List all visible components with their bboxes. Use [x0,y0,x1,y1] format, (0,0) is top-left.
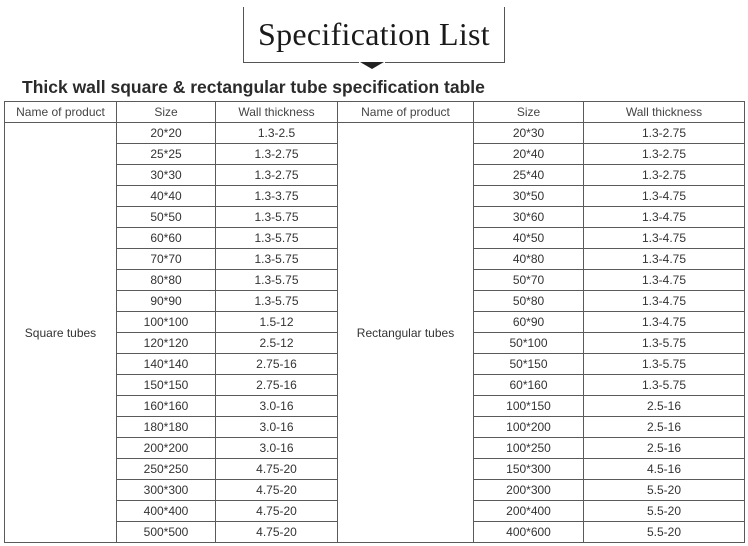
rect-wall-cell: 1.3-4.75 [584,312,745,333]
square-size-cell: 50*50 [117,207,216,228]
square-size-cell: 120*120 [117,333,216,354]
header-wall-thickness-rect: Wall thickness [584,102,745,123]
rect-size-cell: 25*40 [474,165,584,186]
table-row [5,123,745,144]
rect-wall-cell: 4.5-16 [584,459,745,480]
rect-size-cell: 400*600 [474,522,584,543]
square-wall-cell: 3.0-16 [216,438,338,459]
rect-wall-cell: 1.3-2.75 [584,144,745,165]
square-size-cell: 90*90 [117,291,216,312]
square-wall-cell: 4.75-20 [216,501,338,522]
square-wall-cell: 1.3-3.75 [216,186,338,207]
banner-bottom-line-left [243,62,359,63]
square-wall-cell: 4.75-20 [216,459,338,480]
rect-wall-cell: 1.3-4.75 [584,249,745,270]
square-size-cell: 20*20 [117,123,216,144]
square-size-cell: 25*25 [117,144,216,165]
rect-wall-cell: 2.5-16 [584,417,745,438]
rect-size-cell: 150*300 [474,459,584,480]
header-product-name-square: Name of product [5,102,117,123]
square-size-cell: 60*60 [117,228,216,249]
square-wall-cell: 3.0-16 [216,417,338,438]
square-wall-cell: 3.0-16 [216,396,338,417]
rect-wall-cell: 1.3-4.75 [584,270,745,291]
square-wall-cell: 1.3-5.75 [216,291,338,312]
square-size-cell: 100*100 [117,312,216,333]
square-size-cell: 300*300 [117,480,216,501]
rect-wall-cell: 1.3-4.75 [584,228,745,249]
rect-size-cell: 200*400 [474,501,584,522]
rect-wall-cell: 1.3-5.75 [584,333,745,354]
square-size-cell: 70*70 [117,249,216,270]
rect-wall-cell: 1.3-2.75 [584,123,745,144]
rect-wall-cell: 1.3-4.75 [584,207,745,228]
rect-size-cell: 20*30 [474,123,584,144]
rect-size-cell: 50*70 [474,270,584,291]
rect-wall-cell: 5.5-20 [584,480,745,501]
square-product-name: Square tubes [5,123,117,543]
rect-wall-cell: 1.3-5.75 [584,375,745,396]
square-wall-cell: 1.3-5.75 [216,249,338,270]
rect-size-cell: 30*60 [474,207,584,228]
square-wall-cell: 4.75-20 [216,480,338,501]
square-size-cell: 80*80 [117,270,216,291]
banner-title: Specification List [257,16,490,52]
square-size-cell: 400*400 [117,501,216,522]
square-wall-cell: 1.3-5.75 [216,270,338,291]
table-body [5,123,745,543]
rect-wall-cell: 5.5-20 [584,501,745,522]
square-size-cell: 180*180 [117,417,216,438]
header-product-name-rect: Name of product [338,102,474,123]
rect-size-cell: 50*80 [474,291,584,312]
rect-size-cell: 100*150 [474,396,584,417]
square-size-cell: 160*160 [117,396,216,417]
square-size-cell: 140*140 [117,354,216,375]
rect-size-cell: 30*50 [474,186,584,207]
rect-size-cell: 60*160 [474,375,584,396]
square-size-cell: 250*250 [117,459,216,480]
square-wall-cell: 4.75-20 [216,522,338,543]
rect-wall-cell: 1.3-2.75 [584,165,745,186]
square-wall-cell: 1.3-2.5 [216,123,338,144]
rect-size-cell: 40*80 [474,249,584,270]
square-wall-cell: 2.75-16 [216,354,338,375]
square-size-cell: 30*30 [117,165,216,186]
rect-size-cell: 100*200 [474,417,584,438]
rect-size-cell: 20*40 [474,144,584,165]
square-size-cell: 40*40 [117,186,216,207]
banner-bottom-line-right [385,62,505,63]
square-wall-cell: 1.3-5.75 [216,207,338,228]
header-size-square: Size [117,102,216,123]
rect-size-cell: 50*100 [474,333,584,354]
rect-size-cell: 100*250 [474,438,584,459]
header-wall-thickness-square: Wall thickness [216,102,338,123]
header-size-rect: Size [474,102,584,123]
square-wall-cell: 2.75-16 [216,375,338,396]
rect-wall-cell: 5.5-20 [584,522,745,543]
rect-size-cell: 60*90 [474,312,584,333]
square-wall-cell: 2.5-12 [216,333,338,354]
rect-size-cell: 200*300 [474,480,584,501]
rect-wall-cell: 1.3-4.75 [584,186,745,207]
rect-wall-cell: 1.3-4.75 [584,291,745,312]
spec-list-banner [243,7,505,63]
square-size-cell: 200*200 [117,438,216,459]
spec-table [4,101,745,543]
rect-product-name: Rectangular tubes [338,123,474,543]
rect-wall-cell: 1.3-5.75 [584,354,745,375]
rect-size-cell: 50*150 [474,354,584,375]
square-size-cell: 500*500 [117,522,216,543]
rect-wall-cell: 2.5-16 [584,438,745,459]
banner-arrow-icon [360,62,384,69]
square-wall-cell: 1.3-2.75 [216,144,338,165]
rect-wall-cell: 2.5-16 [584,396,745,417]
square-wall-cell: 1.3-5.75 [216,228,338,249]
table-title: Thick wall square & rectangular tube specification table [22,77,485,97]
square-wall-cell: 1.5-12 [216,312,338,333]
square-size-cell: 150*150 [117,375,216,396]
rect-size-cell: 40*50 [474,228,584,249]
square-wall-cell: 1.3-2.75 [216,165,338,186]
table-header-row [5,102,745,123]
